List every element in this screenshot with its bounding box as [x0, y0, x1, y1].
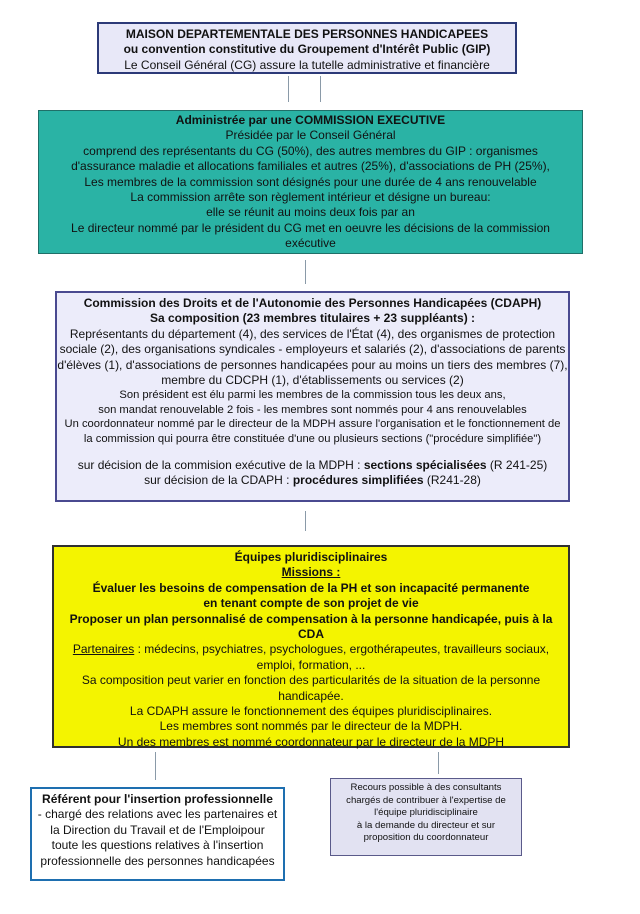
commission-executive-box: [38, 110, 583, 254]
cdaph-title: Commission des Droits et de l'Autonomie des Personnes Handicapées (CDAPH): [83, 296, 542, 310]
referent-line: professionnelle des personnes handicapées: [40, 853, 275, 868]
commission-line: Le directeur nommé par le président du CG met en oeuvre les décisions de la commission: [71, 220, 550, 235]
referent-box: [30, 787, 285, 881]
cdaph-member-line: d'élèves (1), d'associations de personnes handicapées pour au moins un tiers des membres (7),: [57, 357, 568, 372]
cdaph-decision-procedures-prefix: sur décision de la CDAPH :: [144, 473, 293, 488]
cdaph-subtitle: Sa composition (23 membres titulaires + 23 suppléants) :: [149, 311, 476, 326]
commission-line: elle se réunit au moins deux fois par an: [206, 205, 415, 220]
mdph-gip-line: ou convention constitutive du Groupement d'Intérêt Public (GIP): [123, 42, 491, 57]
equipes-info-line: Sa composition peut varier en fonction des particularités de la situation de la personne: [81, 673, 541, 688]
connector-commission-cdaph: [305, 260, 306, 284]
connector-equipes-recours: [438, 752, 439, 774]
equipes-info-line: handicapée.: [278, 688, 344, 703]
equipes-mission-line: Proposer un plan personnalisé de compensation à la personne handicapée, puis à la: [69, 611, 553, 626]
recours-line: Recours possible à des consultants: [350, 782, 502, 793]
equipes-missions-label: Missions :: [281, 565, 341, 580]
commission-line: d'assurance maladie et allocations familiales et autres (25%), d'associations de PH (25%),: [71, 159, 550, 174]
equipes-title: Équipes pluridisciplinaires: [234, 550, 388, 564]
connector-mdph-commission-left: [288, 76, 289, 102]
connector-equipes-referent: [155, 752, 156, 780]
referent-line: - chargé des relations avec les partenaires et: [37, 807, 278, 822]
equipes-mission-line: Évaluer les besoins de compensation de la PH et son incapacité permanente: [92, 580, 530, 595]
equipes-info-line: La CDAPH assure le fonctionnement des équipes pluridisciplinaires.: [129, 704, 493, 719]
recours-line: l'équipe pluridisciplinaire: [374, 807, 478, 819]
cdaph-rule-line: son mandat renouvelable 2 fois - les membres sont nommés pour 4 ans renouvelables: [98, 403, 527, 416]
cdaph-box: [55, 291, 570, 502]
cdaph-decision-procedures-suffix: (R241-28): [423, 473, 481, 488]
recours-line: proposition du coordonnateur: [363, 832, 489, 844]
equipes-partners-line2: emploi, formation, ...: [256, 657, 366, 672]
cdaph-rule-line: Son président est élu parmi les membres de la commission tous les deux ans,: [119, 389, 506, 402]
equipes-mission-line: en tenant compte de son projet de vie: [203, 596, 419, 611]
equipes-info-line: Les membres sont nommés par le directeur de la MDPH.: [159, 719, 463, 734]
cdaph-rule-line: Un coordonnateur nommé par le directeur de la MDPH assure l'organisation et le fonctionnement de: [64, 418, 561, 431]
cdaph-decision-sections-bold: sections spécialisées: [363, 458, 487, 473]
cdaph-decision-procedures-bold: procédures simplifiées: [292, 473, 424, 488]
cdaph-member-line: membre du CDCPH (1), d'établissements ou services (2): [161, 373, 464, 388]
recours-line: chargés de contribuer à l'expertise de: [346, 794, 506, 806]
equipes-box: [52, 545, 570, 748]
cdaph-decision-sections-suffix: (R 241-25): [486, 458, 548, 473]
cdaph-rule-line: la commission qui pourra être constituée d'une ou plusieurs sections ("procédure simplifiée"): [83, 432, 542, 445]
commission-line: Les membres de la commission sont désignés pour une durée de 4 ans renouvelable: [84, 174, 537, 189]
equipes-partners-label: Partenaires: [72, 642, 135, 657]
commission-line: Présidée par le Conseil Général: [225, 128, 396, 143]
connector-mdph-commission-right: [320, 76, 321, 102]
recours-box: [330, 778, 522, 856]
cdaph-member-line: Représentants du département (4), des services de l'État (4), des organismes de protection: [69, 326, 556, 341]
cdaph-decision-sections-prefix: sur décision de la commision exécutive de la MDPH :: [77, 458, 364, 473]
cdaph-member-line: sociale (2), des organisations syndicales - employeurs et salariés (2), d'associations de parents: [59, 342, 566, 357]
referent-line: la Direction du Travail et de l'Emploipour: [50, 822, 265, 837]
cdaph-spacer: [57, 446, 568, 458]
mdph-tutelle-line: Le Conseil Général (CG) assure la tutelle administrative et financière: [124, 57, 490, 72]
equipes-mission-line: CDA: [298, 627, 324, 642]
equipes-partners: [54, 642, 568, 657]
commission-title: Administrée par une COMMISSION EXECUTIVE: [175, 113, 446, 127]
recours-line: à la demande du directeur et sur: [356, 819, 496, 831]
cdaph-decision-procedures: [57, 473, 568, 488]
mdph-title: MAISON DEPARTEMENTALE DES PERSONNES HANDICAPEES: [125, 27, 489, 41]
commission-line: La commission arrête son règlement intérieur et désigne un bureau:: [130, 190, 491, 205]
cdaph-decision-sections: [57, 458, 568, 473]
commission-line: comprend des représentants du CG (50%), des autres membres du GIP : organismes: [83, 143, 538, 158]
mdph-box: [97, 22, 517, 74]
referent-line: toute les questions relatives à l'insertion: [51, 838, 264, 853]
commission-line: exécutive: [285, 236, 336, 251]
equipes-partners-text: : médecins, psychiatres, psychologues, ergothérapeutes, travailleurs sociaux,: [134, 642, 550, 657]
connector-cdaph-equipes: [305, 511, 306, 531]
equipes-info-line: Un des membres est nommé coordonnateur par le directeur de la MDPH: [117, 734, 505, 749]
referent-title: Référent pour l'insertion professionnelle: [42, 792, 273, 806]
